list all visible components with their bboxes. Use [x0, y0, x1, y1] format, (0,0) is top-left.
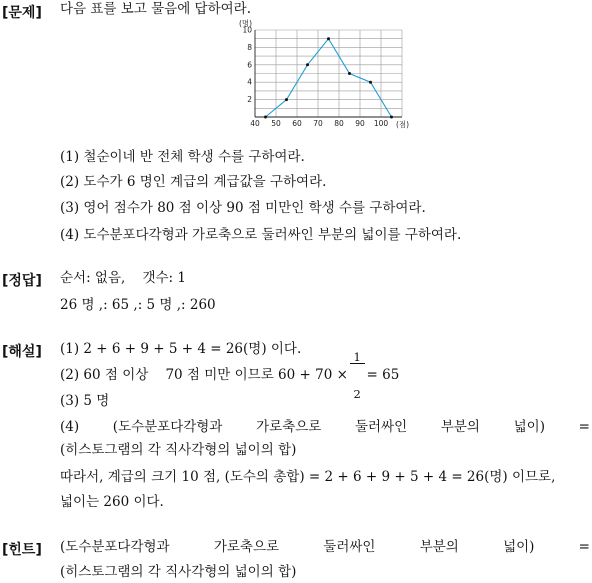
chart-data-point [327, 37, 330, 40]
hint-label: [힌트] [2, 542, 42, 558]
chart-gridlines [255, 30, 402, 117]
hint-line-1-token: 둘러싸인 [323, 539, 376, 555]
hint-line-1-token: 넓이) [503, 539, 535, 555]
solution-line-4-token: 가로축으로 [256, 419, 322, 435]
solution-line-4-token: = [578, 419, 590, 435]
solution-line-4-token: (4) [60, 419, 80, 435]
answer-line-2: 26 명 ,: 65 ,: 5 명 ,: 260 [60, 297, 216, 313]
fraction-one-half [350, 327, 365, 424]
chart-x-tick-label: 60 [292, 119, 302, 128]
chart-data-point [348, 72, 351, 75]
chart-data-point [390, 116, 393, 119]
chart-series-line [266, 39, 392, 117]
chart-y-tick-label: 4 [247, 77, 252, 87]
hint-line-1-token: (도수분포다각형과 [60, 539, 170, 555]
hint-line-1-token: 부분의 [419, 539, 459, 555]
chart-y-tick-label: 2 [247, 95, 252, 105]
hint-line-1-token: 가로축으로 [213, 539, 280, 555]
chart-x-unit-label: (점) [396, 120, 410, 129]
frequency-polygon-chart [239, 19, 414, 132]
solution-line-2-text: (2) 60 점 이상 70 점 미만 이므로 60 + 70 × [60, 367, 348, 383]
chart-data-point [264, 116, 267, 119]
chart-x-tick-label: 70 [313, 119, 323, 128]
chart-y-tick-label: 10 [242, 25, 252, 35]
answer-line-1: 순서: 없음, 갯수: 1 [60, 270, 186, 286]
question-4: (4) 도수분포다각형과 가로축으로 둘러싸인 부분의 넓이를 구하여라. [60, 227, 462, 243]
solution-line-4-token: (도수분포다각형과 [112, 419, 223, 435]
chart-y-unit-label: (명) [239, 19, 253, 28]
question-2: (2) 도수가 6 명인 계급의 계급값을 구하여라. [60, 174, 327, 190]
chart-data-point [306, 63, 309, 66]
hint-line-2: (히스토그램의 각 직사각형의 넓이의 합) [60, 564, 297, 580]
solution-line-2-result: = 65 [366, 367, 400, 383]
solution-label: [해설] [2, 344, 42, 360]
chart-x-tick-label: 90 [355, 119, 365, 128]
problem-prompt: 다음 표를 보고 물음에 답하여라. [60, 1, 251, 17]
chart-x-tick-label: 80 [334, 119, 344, 128]
fraction-denominator: 2 [353, 386, 361, 401]
solution-line-1: (1) 2 + 6 + 9 + 5 + 4 = 26(명) 이다. [60, 341, 302, 357]
chart-y-ticks [242, 26, 252, 105]
hint-line-1 [60, 538, 590, 556]
solution-line-4-token: 부분의 [440, 419, 480, 435]
solution-line-6: 따라서, 계급의 크기 10 점, (도수의 총합) = 2 + 6 + 9 + 5 + 4 = 26(명) 이므로, [60, 469, 556, 485]
solution-line-5: (히스토그램의 각 직사각형의 넓이의 합) [60, 442, 297, 458]
solution-line-4-token: 둘러싸인 [354, 419, 408, 435]
chart-x-tick-label: 100 [373, 119, 389, 128]
problem-label: [문제] [2, 5, 42, 21]
solution-line-3: (3) 5 명 [60, 393, 110, 409]
question-3: (3) 영어 점수가 80 점 이상 90 점 미만인 학생 수를 구하여라. [60, 200, 426, 216]
chart-y-tick-label: 8 [247, 42, 252, 52]
solution-line-7: 넓이는 260 이다. [60, 494, 164, 510]
solution-line-4 [60, 418, 590, 436]
hint-line-1-token: = [578, 539, 590, 555]
chart-x-tick-label: 50 [271, 119, 281, 128]
fraction-numerator: 1 [350, 351, 365, 364]
question-1: (1) 철순이네 반 전체 학생 수를 구하여라. [60, 149, 305, 165]
solution-line-4-token: 넓이) [513, 419, 545, 435]
chart-data-point [285, 98, 288, 101]
chart-data-point [369, 81, 372, 84]
chart-y-tick-label: 6 [247, 60, 252, 70]
answer-label: [정답] [2, 273, 42, 289]
chart-x-ticks [250, 119, 388, 128]
chart-x-tick-label: 40 [250, 119, 260, 128]
chart-series [264, 37, 393, 118]
